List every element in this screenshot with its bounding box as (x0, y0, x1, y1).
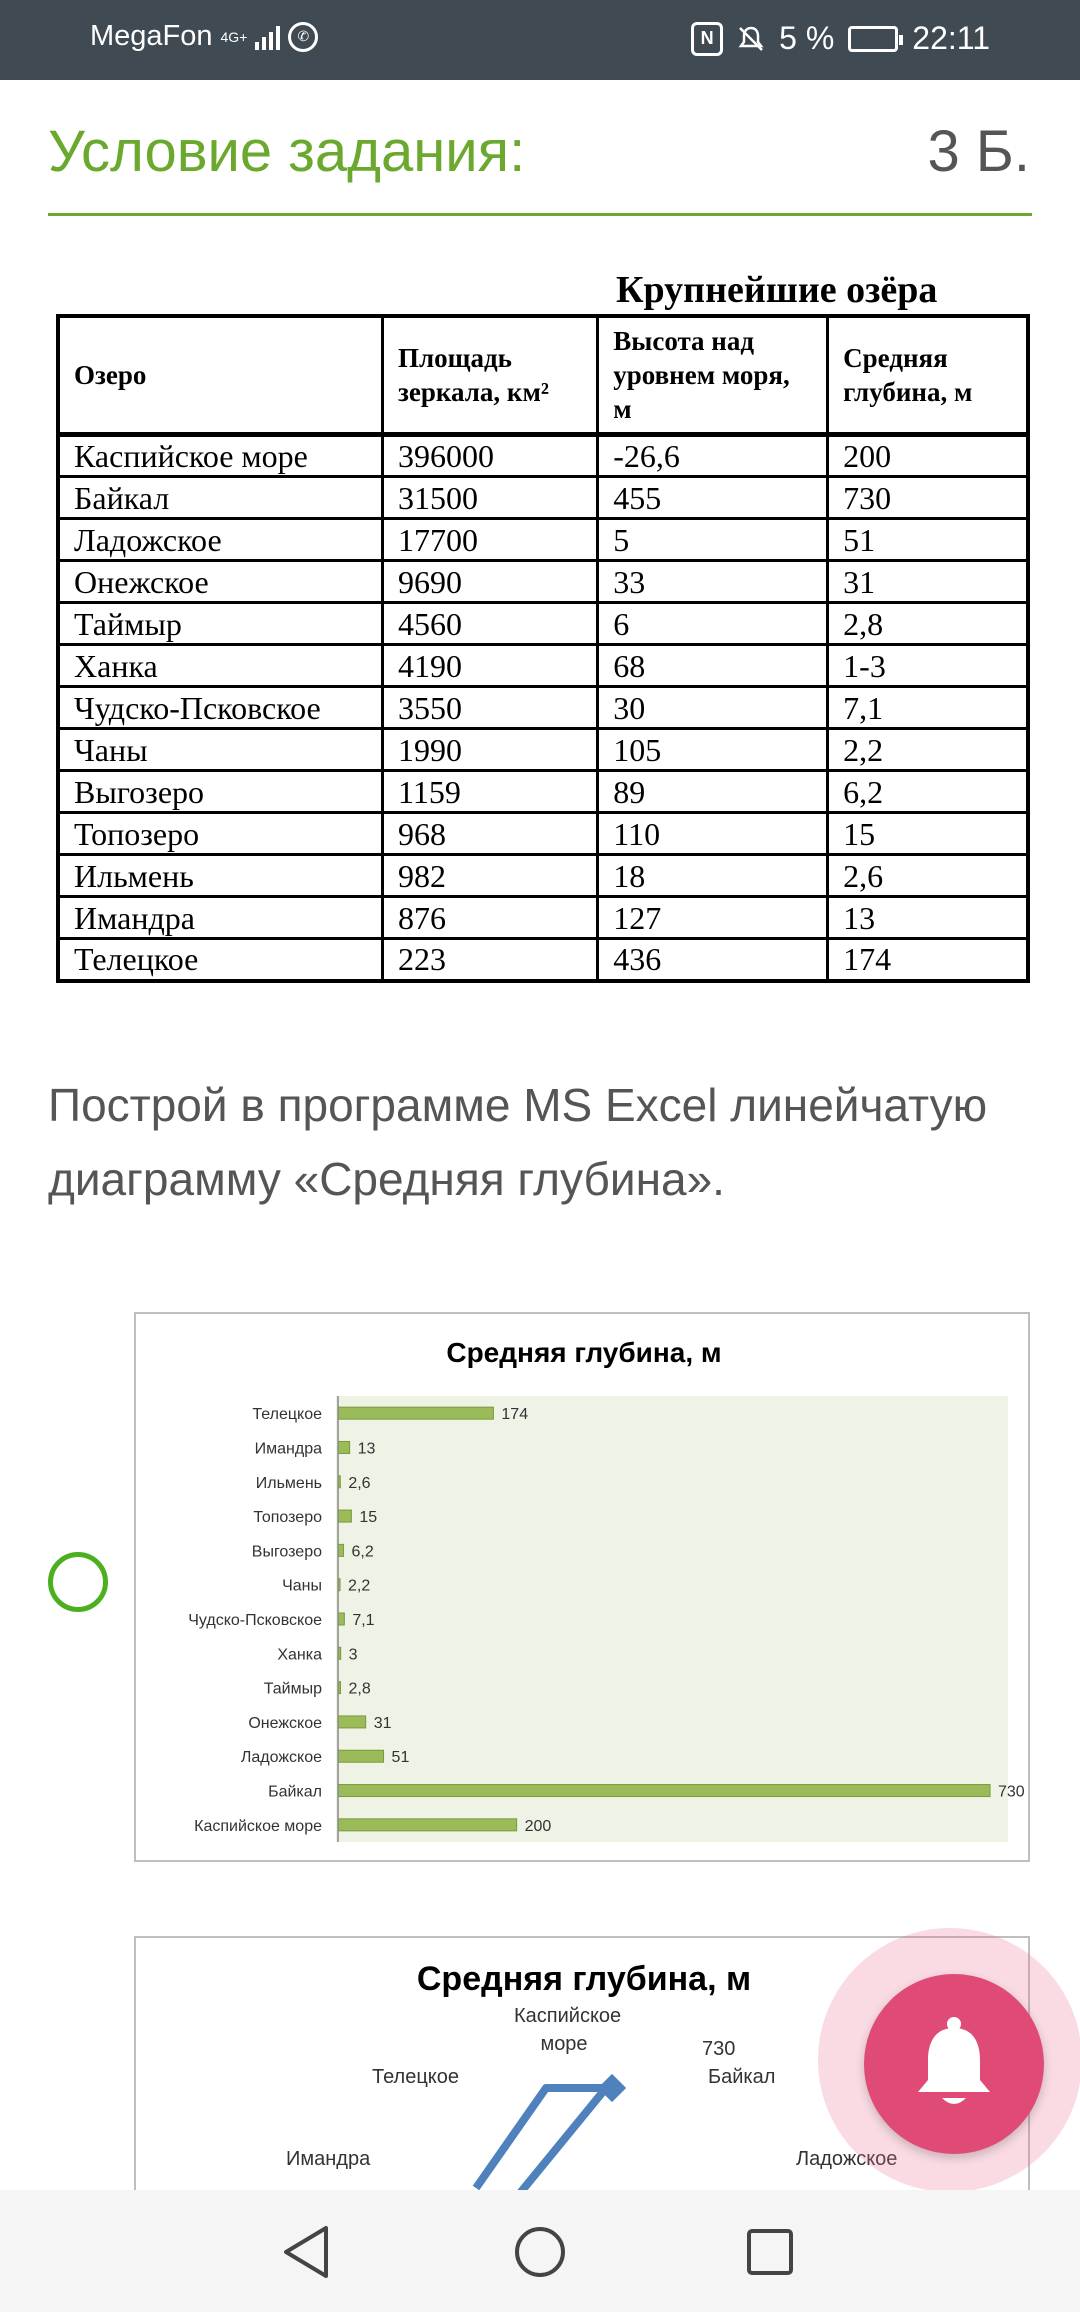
task-title: Условие задания: (48, 119, 526, 184)
muted-bell-icon (737, 25, 765, 53)
status-bar (0, 0, 1080, 80)
bar (338, 1819, 517, 1831)
radar-label-value-730: 730 (702, 2038, 736, 2060)
task-header (48, 118, 1032, 216)
cell-area: 223 (383, 939, 598, 981)
battery-percent: 5 % (779, 20, 835, 56)
cell-area: 1159 (383, 771, 598, 813)
home-button[interactable] (508, 2220, 572, 2284)
cell-lake: Телецкое (58, 939, 383, 981)
bar (338, 1407, 493, 1419)
cell-altitude: 33 (598, 561, 828, 603)
category-label: Ильмень (255, 1474, 322, 1492)
category-label: Выгозеро (251, 1543, 322, 1561)
data-label: 7,1 (352, 1612, 375, 1629)
cell-altitude: 30 (598, 687, 828, 729)
bar (338, 1544, 344, 1556)
table-caption: Крупнейшие озёра (616, 269, 938, 311)
table-header-row (58, 316, 1028, 435)
whatsapp-icon: ✆ (288, 22, 318, 52)
data-label: 13 (357, 1440, 376, 1458)
category-label: Топозеро (253, 1509, 322, 1527)
cell-altitude: 89 (598, 771, 828, 813)
cell-altitude: 5 (598, 519, 828, 561)
cell-depth: 200 (828, 435, 1028, 477)
category-label: Имандра (254, 1440, 322, 1458)
cell-altitude: 68 (598, 645, 828, 687)
back-button[interactable] (274, 2220, 338, 2284)
bar (338, 1510, 351, 1522)
cell-depth: 174 (828, 939, 1028, 981)
cell-lake: Имандра (58, 897, 383, 939)
cell-area: 17700 (383, 519, 598, 561)
table-row (58, 897, 1028, 939)
cell-altitude: 18 (598, 855, 828, 897)
carrier-name: MegaFon (90, 20, 213, 52)
table-row (58, 855, 1028, 897)
nfc-icon: N (691, 22, 723, 56)
cell-depth: 51 (828, 519, 1028, 561)
radar-label-caspian: Каспийское море (514, 2005, 622, 2055)
data-label: 51 (391, 1749, 410, 1767)
table-row (58, 939, 1028, 981)
cell-lake: Выгозеро (58, 771, 383, 813)
cell-depth: 2,6 (828, 855, 1028, 897)
data-label: 2,2 (348, 1577, 371, 1595)
category-label: Ладожское (240, 1749, 322, 1767)
cell-altitude: 110 (598, 813, 828, 855)
lakes-table (56, 314, 1030, 983)
table-row (58, 435, 1028, 477)
cell-lake: Ханка (58, 645, 383, 687)
category-label: Ханка (277, 1646, 322, 1664)
bar-chart (136, 1314, 1032, 1864)
data-label: 3 (348, 1646, 358, 1664)
bar (338, 1785, 990, 1797)
category-label: Телецкое (252, 1406, 322, 1424)
cell-depth: 2,2 (828, 729, 1028, 771)
table-row (58, 519, 1028, 561)
table-row (58, 603, 1028, 645)
cell-depth: 31 (828, 561, 1028, 603)
cell-area: 3550 (383, 687, 598, 729)
category-label: Каспийское море (194, 1817, 322, 1835)
network-type: 4G+ (220, 28, 248, 45)
cell-area: 4560 (383, 603, 598, 645)
bar (338, 1716, 366, 1728)
table-row (58, 687, 1028, 729)
cell-area: 9690 (383, 561, 598, 603)
data-label: 31 (373, 1714, 392, 1732)
cell-area: 4190 (383, 645, 598, 687)
radar-label-ladozhskoe: Ладожское (796, 2148, 898, 2170)
system-nav-bar (0, 2190, 1080, 2312)
home-icon (512, 2224, 568, 2280)
back-icon (280, 2224, 332, 2280)
radar-label-baikal: Байкал (708, 2066, 776, 2088)
cell-lake: Чаны (58, 729, 383, 771)
data-label: 730 (998, 1783, 1025, 1801)
data-label: 15 (359, 1509, 378, 1527)
answer-radio-1[interactable] (48, 1552, 108, 1612)
cell-depth: 6,2 (828, 771, 1028, 813)
cell-lake: Топозеро (58, 813, 383, 855)
cell-depth: 730 (828, 477, 1028, 519)
data-label: 200 (524, 1817, 552, 1835)
cell-lake: Чудско-Псковское (58, 687, 383, 729)
cell-area: 1990 (383, 729, 598, 771)
cell-area: 876 (383, 897, 598, 939)
cell-area: 982 (383, 855, 598, 897)
cell-depth: 1-3 (828, 645, 1028, 687)
header-altitude: Высота над уровнем моря, м (598, 316, 828, 435)
radar-label-imandra: Имандра (286, 2148, 371, 2170)
table-row (58, 771, 1028, 813)
bar (338, 1750, 384, 1762)
cell-lake: Байкал (58, 477, 383, 519)
category-label: Таймыр (263, 1680, 322, 1698)
clock: 22:11 (912, 20, 990, 56)
data-label: 2,6 (348, 1474, 371, 1492)
task-score: 3 Б. (927, 119, 1030, 184)
cell-lake: Ильмень (58, 855, 383, 897)
chart-title: Средняя глубина, м (446, 1337, 722, 1368)
status-right (691, 20, 990, 57)
bar (338, 1613, 344, 1625)
category-label: Чаны (282, 1577, 322, 1595)
radar-chart-title: Средняя глубина, м (416, 1960, 752, 1998)
data-label: 174 (501, 1406, 529, 1424)
table-row (58, 645, 1028, 687)
cell-depth: 2,8 (828, 603, 1028, 645)
category-label: Байкал (268, 1783, 322, 1801)
radar-series-line (476, 2088, 606, 2196)
bell-icon (906, 2014, 1002, 2114)
header-depth: Средняя глубина, м (828, 316, 1028, 435)
table-row (58, 729, 1028, 771)
bar (338, 1441, 350, 1453)
signal-icon (255, 24, 280, 50)
cell-area: 968 (383, 813, 598, 855)
battery-icon (848, 26, 898, 52)
header-lake: Озеро (58, 316, 383, 435)
data-label: 2,8 (348, 1680, 371, 1698)
cell-lake: Каспийское море (58, 435, 383, 477)
cell-depth: 15 (828, 813, 1028, 855)
data-label: 6,2 (351, 1543, 374, 1561)
cell-altitude: 127 (598, 897, 828, 939)
cell-altitude: 6 (598, 603, 828, 645)
category-label: Онежское (248, 1714, 322, 1732)
radar-label-teletskoe: Телецкое (372, 2066, 460, 2088)
cell-area: 396000 (383, 435, 598, 477)
recents-icon (744, 2226, 796, 2278)
table-row (58, 813, 1028, 855)
category-label: Чудско-Псковское (188, 1612, 322, 1629)
cell-altitude: 105 (598, 729, 828, 771)
cell-depth: 7,1 (828, 687, 1028, 729)
cell-altitude: -26,6 (598, 435, 828, 477)
plot-area (336, 1396, 1008, 1842)
cell-altitude: 436 (598, 939, 828, 981)
status-left (90, 20, 318, 53)
cell-altitude: 455 (598, 477, 828, 519)
table-row (58, 477, 1028, 519)
notifications-button[interactable] (864, 1974, 1044, 2154)
table-body (58, 435, 1028, 981)
cell-depth: 13 (828, 897, 1028, 939)
recents-button[interactable] (738, 2220, 802, 2284)
cell-lake: Таймыр (58, 603, 383, 645)
task-instruction: Построй в программе MS Excel линейчатую диаграмму «Средняя глубина». (48, 1079, 988, 1205)
header-area: Площадь зеркала, км² (383, 316, 598, 435)
cell-lake: Онежское (58, 561, 383, 603)
cell-lake: Ладожское (58, 519, 383, 561)
table-row (58, 561, 1028, 603)
answer-option-1-chart[interactable] (134, 1312, 1030, 1862)
cell-area: 31500 (383, 477, 598, 519)
